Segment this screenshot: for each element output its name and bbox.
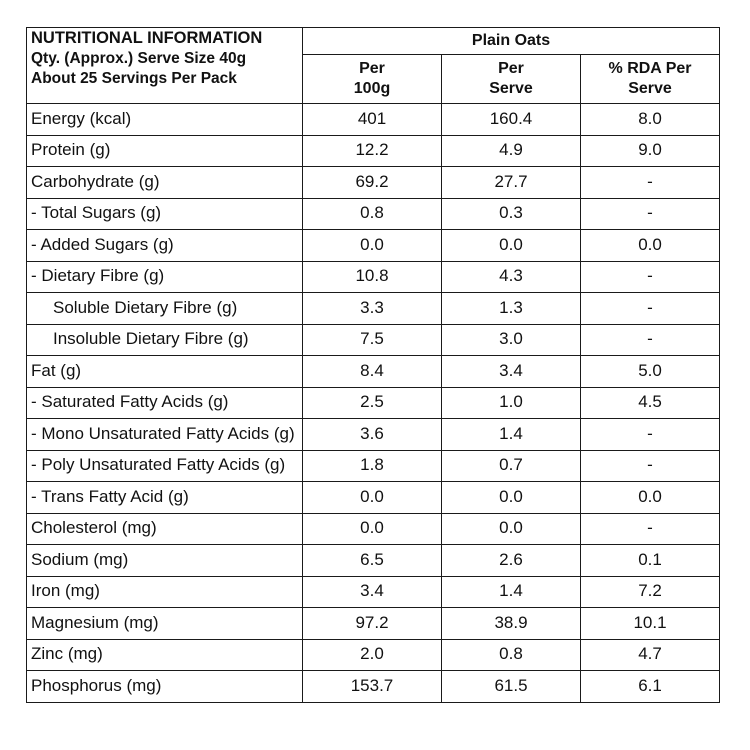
table-row	[27, 387, 720, 419]
table-heading	[27, 28, 303, 104]
value-rda: -	[581, 261, 720, 293]
value-rda: 6.1	[581, 671, 720, 703]
value-rda: -	[581, 167, 720, 199]
row-label: - Mono Unsaturated Fatty Acids (g)	[27, 419, 303, 451]
value-rda: -	[581, 293, 720, 325]
row-label: - Dietary Fibre (g)	[27, 261, 303, 293]
table-row	[27, 576, 720, 608]
table-row	[27, 324, 720, 356]
value-per-100g: 0.0	[303, 230, 442, 262]
row-label: Carbohydrate (g)	[27, 167, 303, 199]
value-per-serve: 0.0	[442, 513, 581, 545]
table-row	[27, 639, 720, 671]
value-per-100g: 0.0	[303, 482, 442, 514]
value-per-serve: 2.6	[442, 545, 581, 577]
value-rda: -	[581, 513, 720, 545]
row-label: Soluble Dietary Fibre (g)	[27, 293, 303, 325]
table-row	[27, 104, 720, 136]
table-row	[27, 671, 720, 703]
value-per-serve: 1.3	[442, 293, 581, 325]
value-per-serve: 3.4	[442, 356, 581, 388]
value-per-100g: 10.8	[303, 261, 442, 293]
value-per-100g: 401	[303, 104, 442, 136]
row-label: Cholesterol (mg)	[27, 513, 303, 545]
value-per-100g: 2.0	[303, 639, 442, 671]
nutrition-table	[26, 27, 720, 703]
servings-note: About 25 Servings Per Pack	[31, 69, 237, 87]
value-per-serve: 0.8	[442, 639, 581, 671]
serve-size-note: Qty. (Approx.) Serve Size 40g	[31, 50, 247, 68]
row-label: Energy (kcal)	[27, 104, 303, 136]
value-per-serve: 4.3	[442, 261, 581, 293]
value-rda: -	[581, 324, 720, 356]
column-header-rda: % RDA Per Serve	[581, 55, 720, 104]
value-per-serve: 0.0	[442, 482, 581, 514]
value-per-100g: 153.7	[303, 671, 442, 703]
value-per-100g: 1.8	[303, 450, 442, 482]
row-label: - Total Sugars (g)	[27, 198, 303, 230]
value-rda: 0.1	[581, 545, 720, 577]
row-label: Magnesium (mg)	[27, 608, 303, 640]
value-rda: 10.1	[581, 608, 720, 640]
value-per-100g: 7.5	[303, 324, 442, 356]
value-per-serve: 1.4	[442, 576, 581, 608]
value-per-serve: 27.7	[442, 167, 581, 199]
row-label: - Added Sugars (g)	[27, 230, 303, 262]
value-rda: 0.0	[581, 230, 720, 262]
column-header-per-serve: Per Serve	[442, 55, 581, 104]
value-rda: 5.0	[581, 356, 720, 388]
row-label: Phosphorus (mg)	[27, 671, 303, 703]
table-row	[27, 513, 720, 545]
value-per-serve: 160.4	[442, 104, 581, 136]
row-label: Sodium (mg)	[27, 545, 303, 577]
table-row	[27, 356, 720, 388]
value-per-100g: 3.4	[303, 576, 442, 608]
table-row	[27, 482, 720, 514]
value-per-serve: 0.0	[442, 230, 581, 262]
value-per-100g: 69.2	[303, 167, 442, 199]
value-rda: -	[581, 450, 720, 482]
value-per-serve: 61.5	[442, 671, 581, 703]
value-per-serve: 0.7	[442, 450, 581, 482]
value-rda: 7.2	[581, 576, 720, 608]
value-rda: 8.0	[581, 104, 720, 136]
value-per-serve: 38.9	[442, 608, 581, 640]
table-row	[27, 135, 720, 167]
value-per-serve: 3.0	[442, 324, 581, 356]
value-per-serve: 1.4	[442, 419, 581, 451]
table-row	[27, 608, 720, 640]
table-row	[27, 545, 720, 577]
table-row	[27, 230, 720, 262]
table-title: NUTRITIONAL INFORMATION	[31, 29, 263, 47]
value-per-100g: 3.6	[303, 419, 442, 451]
product-name: Plain Oats	[303, 28, 720, 55]
value-per-100g: 97.2	[303, 608, 442, 640]
row-label: Insoluble Dietary Fibre (g)	[27, 324, 303, 356]
value-per-100g: 2.5	[303, 387, 442, 419]
value-rda: 4.7	[581, 639, 720, 671]
column-header-per-100g: Per 100g	[303, 55, 442, 104]
value-rda: -	[581, 198, 720, 230]
table-row	[27, 198, 720, 230]
table-row	[27, 261, 720, 293]
row-label: Zinc (mg)	[27, 639, 303, 671]
table-row	[27, 167, 720, 199]
value-rda: 0.0	[581, 482, 720, 514]
value-per-100g: 6.5	[303, 545, 442, 577]
row-label: Protein (g)	[27, 135, 303, 167]
table-row	[27, 450, 720, 482]
value-per-100g: 0.8	[303, 198, 442, 230]
value-rda: -	[581, 419, 720, 451]
row-label: - Poly Unsaturated Fatty Acids (g)	[27, 450, 303, 482]
value-per-serve: 4.9	[442, 135, 581, 167]
row-label: Iron (mg)	[27, 576, 303, 608]
header-row-product	[27, 28, 720, 55]
row-label: Fat (g)	[27, 356, 303, 388]
value-per-100g: 0.0	[303, 513, 442, 545]
value-per-serve: 1.0	[442, 387, 581, 419]
value-rda: 9.0	[581, 135, 720, 167]
table-row	[27, 293, 720, 325]
value-per-100g: 12.2	[303, 135, 442, 167]
value-rda: 4.5	[581, 387, 720, 419]
value-per-100g: 8.4	[303, 356, 442, 388]
table-row	[27, 419, 720, 451]
row-label: - Trans Fatty Acid (g)	[27, 482, 303, 514]
value-per-100g: 3.3	[303, 293, 442, 325]
row-label: - Saturated Fatty Acids (g)	[27, 387, 303, 419]
value-per-serve: 0.3	[442, 198, 581, 230]
